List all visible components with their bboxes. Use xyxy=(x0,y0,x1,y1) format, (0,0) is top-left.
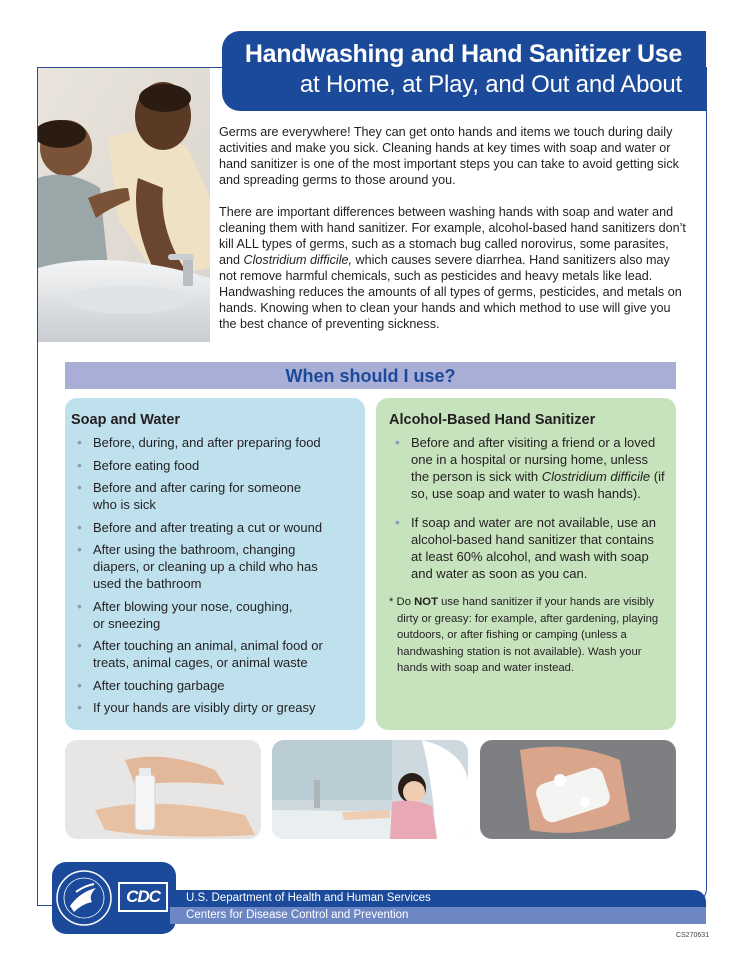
father-child-handwashing-photo xyxy=(38,68,210,342)
list-item: • After touching garbage xyxy=(71,677,357,694)
logo-badge xyxy=(52,862,176,934)
hhs-line: U.S. Department of Health and Human Services xyxy=(170,890,706,907)
list-item: • Before and after caring for someone who is sick xyxy=(71,479,357,513)
list-item: • After using the bathroom, changing diapers, or cleaning up a child who has used the bathroom xyxy=(71,541,357,592)
hand-sanitizer-heading: Alcohol-Based Hand Sanitizer xyxy=(389,412,596,428)
list-item: • Before eating food xyxy=(71,457,357,474)
document-code: CS270631 xyxy=(676,932,710,939)
list-item: • After touching an animal, animal food or treats, animal cages, or animal waste xyxy=(71,637,357,671)
soap-and-water-panel xyxy=(65,398,365,730)
sanitizer-warning-note: * Do NOT use hand sanitizer if your hands are visibly dirty or greasy: for example, after gardening, playing outdoors, or after fishing or camping (unless a handwashing station is not available). Wash your hands with soap and water instead. xyxy=(389,596,659,674)
soap-and-water-heading: Soap and Water xyxy=(71,412,181,428)
hand-sanitizer-list xyxy=(389,434,668,582)
when-should-i-use-banner: When should I use? xyxy=(65,362,676,389)
intro-paragraph-1: Germs are everywhere! They can get onto hands and items we touch during daily activities and make you sick. Cleaning hands at key times with soap and water or hand sanitizer is one of the most important steps you can take to avoid getting sick and spreading germs to those around you. xyxy=(219,125,679,187)
list-item: • If your hands are visibly dirty or greasy xyxy=(71,699,357,716)
girl-washing-hands-photo xyxy=(272,740,468,839)
cdc-line: Centers for Disease Control and Prevention xyxy=(170,907,706,924)
intro-text xyxy=(219,124,689,348)
soap-and-water-list xyxy=(71,434,357,716)
page-title: Handwashing and Hand Sanitizer Use xyxy=(244,40,682,68)
list-item: • After blowing your nose, coughing, or sneezing xyxy=(71,598,357,632)
list-item: • Before and after visiting a friend or a loved one in a hospital or nursing home, unless the person is sick with Clostridium difficile (if so, use soap and water to wash hands). xyxy=(389,434,668,502)
soapy-hands-photo xyxy=(480,740,676,839)
list-item: • Before, during, and after preparing food xyxy=(71,434,357,451)
footer-bar xyxy=(170,890,706,924)
page-subtitle: at Home, at Play, and Out and About xyxy=(299,71,682,98)
hand-sanitizer-pump-photo xyxy=(65,740,261,839)
title-banner xyxy=(222,31,706,111)
cdc-logo-icon: CDC xyxy=(118,882,168,912)
list-item: • Before and after treating a cut or wound xyxy=(71,519,357,536)
hand-sanitizer-panel xyxy=(376,398,676,730)
intro-paragraph-2: There are important differences between washing hands with soap and water and cleaning them with hand sanitizer. For example, alcohol-based hand sanitizers don’t kill ALL types of germs, such as a stomach bug called norovirus, some parasites, and Clostridium difficile, which causes severe diarrhea. Hand sanitizers also may not remove harmful chemicals, such as pesticides and heavy metals like lead. Handwashing reduces the amounts of all types of germs, pesticides, and metals on hands. Knowing when to clean your hands and which method to use will give you the best chance of preventing sickness. xyxy=(219,205,686,331)
list-item: • If soap and water are not available, use an alcohol-based hand sanitizer that contains at least 60% alcohol, and wash with soap and water as soon as you can. xyxy=(389,514,668,582)
